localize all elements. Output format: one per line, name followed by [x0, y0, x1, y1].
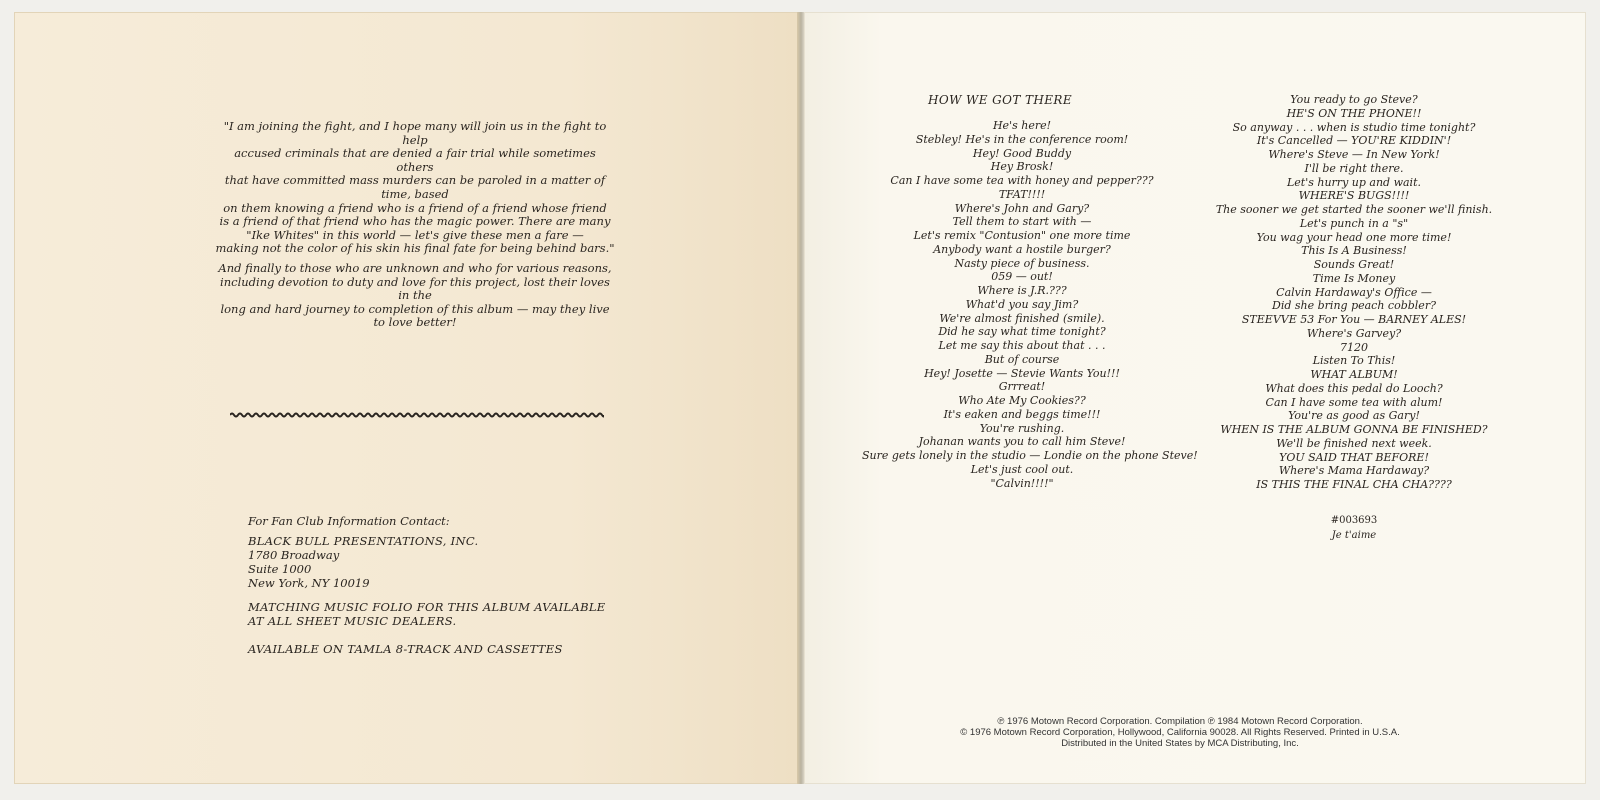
quote-line: He's here! — [992, 119, 1052, 132]
quote-line: I'll be right there. — [1304, 161, 1404, 175]
fan-club-label: For Fan Club Information Contact: — [248, 514, 450, 528]
quote-line: WHEN IS THE ALBUM GONNA BE FINISHED? — [1220, 423, 1488, 436]
quote-line: You're as good as Gary! — [1288, 409, 1420, 423]
quote-line: Sounds Great! — [1313, 258, 1395, 271]
quote-line: accused criminals that are denied a fair trial while sometimes others — [234, 146, 596, 174]
quote-line: Who Ate My Cookies?? — [958, 394, 1086, 407]
address-line: 1780 Broadway — [248, 548, 340, 562]
quote-line: Let's just cool out. — [970, 462, 1074, 476]
address-line: New York, NY 10019 — [248, 576, 370, 590]
copyright-line: Distributed in the United States by MCA Distributing, Inc. — [1061, 738, 1299, 749]
quote-line: Anybody want a hostile burger? — [933, 242, 1111, 256]
quote-line: HE'S ON THE PHONE!! — [1286, 106, 1422, 120]
folio-line: AT ALL SHEET MUSIC DEALERS. — [248, 614, 457, 628]
quote-line: that have committed mass murders can be paroled in a matter of time, based — [224, 173, 606, 201]
quote-line: Can I have some tea with alum! — [1265, 395, 1443, 409]
quote-line: Where's Mama Hardaway? — [1278, 464, 1430, 478]
quote-line: Let's remix "Contusion" one more time — [913, 229, 1131, 242]
quote-line: This Is A Business! — [1301, 244, 1407, 258]
quote-line: Did he say what time tonight? — [938, 325, 1106, 339]
quote-line: Did she bring peach cobbler? — [1272, 299, 1436, 313]
studio-quotes-left — [862, 119, 1198, 490]
quote-line: Hey Brosk! — [990, 160, 1054, 174]
fan-club-contact — [248, 514, 668, 656]
quote-line: Hey! Good Buddy — [972, 146, 1072, 160]
quote-line: Let's punch in a "s" — [1299, 216, 1409, 230]
quote-line: YOU SAID THAT BEFORE! — [1279, 450, 1429, 464]
quote-line: Where's John and Gary? — [954, 201, 1090, 215]
section-heading: HOW WE GOT THERE — [927, 93, 1073, 107]
studio-quotes-right — [1180, 93, 1528, 492]
copyright-line: ℗ 1976 Motown Record Corporation. Compilation ℗ 1984 Motown Record Corporation. — [997, 716, 1363, 727]
dedication-line: including devotion to duty and love for this project, lost their loves in the — [220, 274, 610, 303]
dedication-line: And finally to those who are unknown and who for various reasons, — [218, 261, 612, 275]
quote-line: STEEVVE 53 For You — BARNEY ALES! — [1241, 313, 1467, 326]
quote-line: "I am joining the fight, and I hope many will join us in the fight to help — [223, 119, 607, 147]
quote-line: making not the color of his skin his final fate for being behind bars." — [215, 241, 615, 256]
quote-line: You wag your head one more time! — [1256, 230, 1452, 244]
quote-line: Hey! Josette — Stevie Wants You!!! — [924, 366, 1120, 380]
quote-line: Where is J.R.??? — [977, 284, 1067, 297]
dedication-line: to love better! — [373, 315, 457, 330]
quote-line: IS THIS THE FINAL CHA CHA???? — [1256, 478, 1452, 491]
quote-line: Let's hurry up and wait. — [1286, 175, 1421, 189]
quote-line: You're rushing. — [979, 421, 1065, 435]
quote-line: Calvin Hardaway's Office — — [1276, 285, 1432, 299]
quote-line: We're almost finished (smile). — [939, 311, 1105, 325]
quote-line: You ready to go Steve? — [1290, 93, 1418, 106]
folio-line: MATCHING MUSIC FOLIO FOR THIS ALBUM AVAILABLE — [248, 600, 606, 614]
signoff: Je t'aime — [1331, 530, 1377, 541]
quote-line: on them knowing a friend who is a friend of a friend whose friend — [223, 200, 607, 215]
quote-line: Can I have some tea with honey and pepper??? — [890, 174, 1154, 187]
quote-line: "Calvin!!!!" — [990, 476, 1054, 490]
quote-line: Tell them to start with — — [952, 215, 1092, 229]
quote-line: But of course — [984, 352, 1060, 366]
quote-line: It's eaken and beggs time!!! — [943, 407, 1101, 421]
quote-line: Stebley! He's in the conference room! — [915, 132, 1129, 146]
quote-line: Grrreat! — [998, 380, 1046, 394]
quote-line: 059 — out! — [991, 270, 1053, 284]
quote-line: The sooner we get started the sooner we'll finish. — [1215, 203, 1493, 216]
wavy-divider — [230, 411, 604, 419]
quote-line: "Ike Whites" in this world — let's give these men a fare — — [246, 227, 584, 242]
quote-line: Let me say this about that . . . — [938, 339, 1106, 352]
quote-line: Sure gets lonely in the studio — Londie on the phone Steve! — [862, 449, 1198, 462]
dedication-quote — [215, 120, 615, 256]
quote-line: is a friend of that friend who has the magic power. There are many — [219, 214, 611, 229]
quote-line: What'd you say Jim? — [965, 297, 1079, 311]
address-line: Suite 1000 — [248, 562, 312, 576]
quote-line: WHAT ALBUM! — [1310, 368, 1398, 381]
address-line: BLACK BULL PRESENTATIONS, INC. — [248, 534, 479, 548]
quote-line: It's Cancelled — YOU'RE KIDDIN'! — [1256, 134, 1452, 148]
copyright-notice — [880, 716, 1480, 749]
tamla-availability: AVAILABLE ON TAMLA 8-TRACK AND CASSETTES — [248, 642, 563, 656]
quote-line: 7120 — [1340, 340, 1368, 354]
quote-line: Where's Garvey? — [1306, 326, 1402, 340]
quote-line: What does this pedal do Looch? — [1265, 381, 1443, 395]
quote-line: So anyway . . . when is studio time tonight? — [1232, 120, 1476, 134]
quote-line: Johanan wants you to call him Steve! — [918, 435, 1126, 449]
quote-line: Where's Steve — In New York! — [1268, 148, 1440, 161]
quote-line: TFAT!!!! — [998, 187, 1046, 201]
catalog-number: #003693 — [1330, 515, 1378, 526]
quote-line: We'll be finished next week. — [1276, 436, 1432, 450]
final-dedication — [215, 262, 615, 330]
copyright-line: © 1976 Motown Record Corporation, Hollywood, California 90028. All Rights Reserved. Printed in U.S.A. — [960, 727, 1400, 738]
dedication-line: long and hard journey to completion of this album — may they live — [220, 301, 610, 316]
quote-line: Listen To This! — [1312, 354, 1396, 368]
quote-line: WHERE'S BUGS!!!! — [1298, 189, 1410, 203]
quote-line: Nasty piece of business. — [954, 256, 1090, 270]
quote-line: Time Is Money — [1312, 271, 1396, 285]
